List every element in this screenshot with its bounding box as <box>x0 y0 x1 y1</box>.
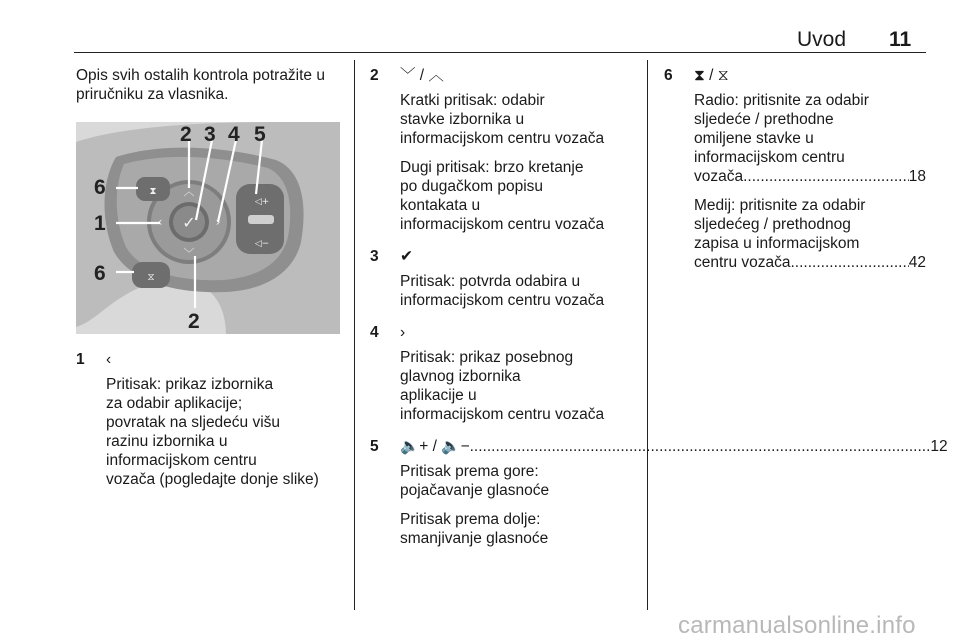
item-5-text-1: Pritisak prema gore: pojačavanje glasnoće <box>400 463 550 499</box>
item-6-text-2: Medij: pritisnite za odabir sljedećeg / prethodnog zapisa u informacijskom centru vozača ..... 42 <box>694 196 926 272</box>
item-4-text: Pritisak: prikaz posebnog glavnog izbornika aplikacije u informacijskom centru vozača <box>400 349 605 423</box>
svg-text:︿: ︿ <box>183 185 195 198</box>
item-1-heading: 1 ‹ <box>76 351 112 368</box>
column-divider-1 <box>354 60 355 610</box>
header-rule <box>74 52 926 53</box>
item-2-text-1: Kratki pritisak: odabir stavke izbornika u informacijskom centru vozača <box>400 92 605 147</box>
svg-text:﹀: ﹀ <box>183 247 195 260</box>
favourite-next-prev-icon: ⧗ / ⧖ <box>694 67 729 84</box>
svg-text:◁−: ◁− <box>254 239 270 249</box>
item-4-heading: 4 › <box>370 324 406 341</box>
page-number: 11 <box>889 28 912 51</box>
header-title: Uvod <box>797 28 847 51</box>
chevron-left-icon: ‹ <box>106 351 112 368</box>
item-3-text: Pritisak: potvrda odabira u informacijskom centru vozača <box>400 273 605 309</box>
item-3-heading: 3 ✔ <box>370 248 413 265</box>
page-ref-42: 42 <box>908 254 926 271</box>
volume-up-down-icon: 🔈+ / 🔈− <box>400 438 470 455</box>
item-6-text-1: Radio: pritisnite za odabir sljedeće / prethodne omiljene stavke u informacijskom centru vozača ..... 18 <box>694 91 926 186</box>
intro-text: Opis svih ostalih kontrola potražite u priručniku za vlasnika. <box>76 67 325 103</box>
checkmark-icon: ✔ <box>400 248 413 265</box>
svg-text:›: › <box>215 215 221 229</box>
column-3 <box>664 66 926 282</box>
callout-5: 5 <box>254 123 266 146</box>
item-2-heading: 2 ﹀ / ︿ <box>370 67 444 84</box>
chevron-down-up-icon: ﹀ / ︿ <box>400 67 444 84</box>
page-ref-12: 12 <box>930 438 948 455</box>
svg-text:⧖: ⧖ <box>147 272 155 283</box>
item-1-text: Pritisak: prikaz izbornika za odabir aplikacije; povratak na sljedeću višu razinu izbornika u informacijskom centru vozača (pogledajte donje slike) <box>106 376 319 488</box>
page-ref-18: 18 <box>908 168 926 185</box>
watermark: carmanualsonline.info <box>678 612 916 639</box>
callout-4: 4 <box>228 123 240 146</box>
callout-1: 1 <box>94 212 106 235</box>
callout-3: 3 <box>204 123 216 146</box>
item-2-text-2: Dugi pritisak: brzo kretanje po dugačkom popisu kontakata u informacijskom centru vozača <box>400 159 605 233</box>
svg-text:✓: ✓ <box>182 213 196 232</box>
svg-text:◁+: ◁+ <box>254 197 270 207</box>
callout-2-top: 2 <box>180 123 192 146</box>
item-5-text-2: Pritisak prema dolje: smanjivanje glasnoće <box>400 511 549 547</box>
column-1 <box>76 66 344 499</box>
chevron-right-icon: › <box>400 324 406 341</box>
svg-text:⧗: ⧗ <box>149 186 157 197</box>
item-5-heading: 5 🔈+ / 🔈− ..... 12 <box>370 437 634 456</box>
item-6-heading: 6 ⧗ / ⧖ <box>664 67 729 84</box>
callout-6-top: 6 <box>94 176 106 199</box>
steering-wheel-figure <box>76 122 340 334</box>
callout-2-bottom: 2 <box>188 310 200 333</box>
column-divider-2 <box>647 60 648 610</box>
svg-text:‹: ‹ <box>157 215 163 229</box>
callout-6-bottom: 6 <box>94 262 106 285</box>
